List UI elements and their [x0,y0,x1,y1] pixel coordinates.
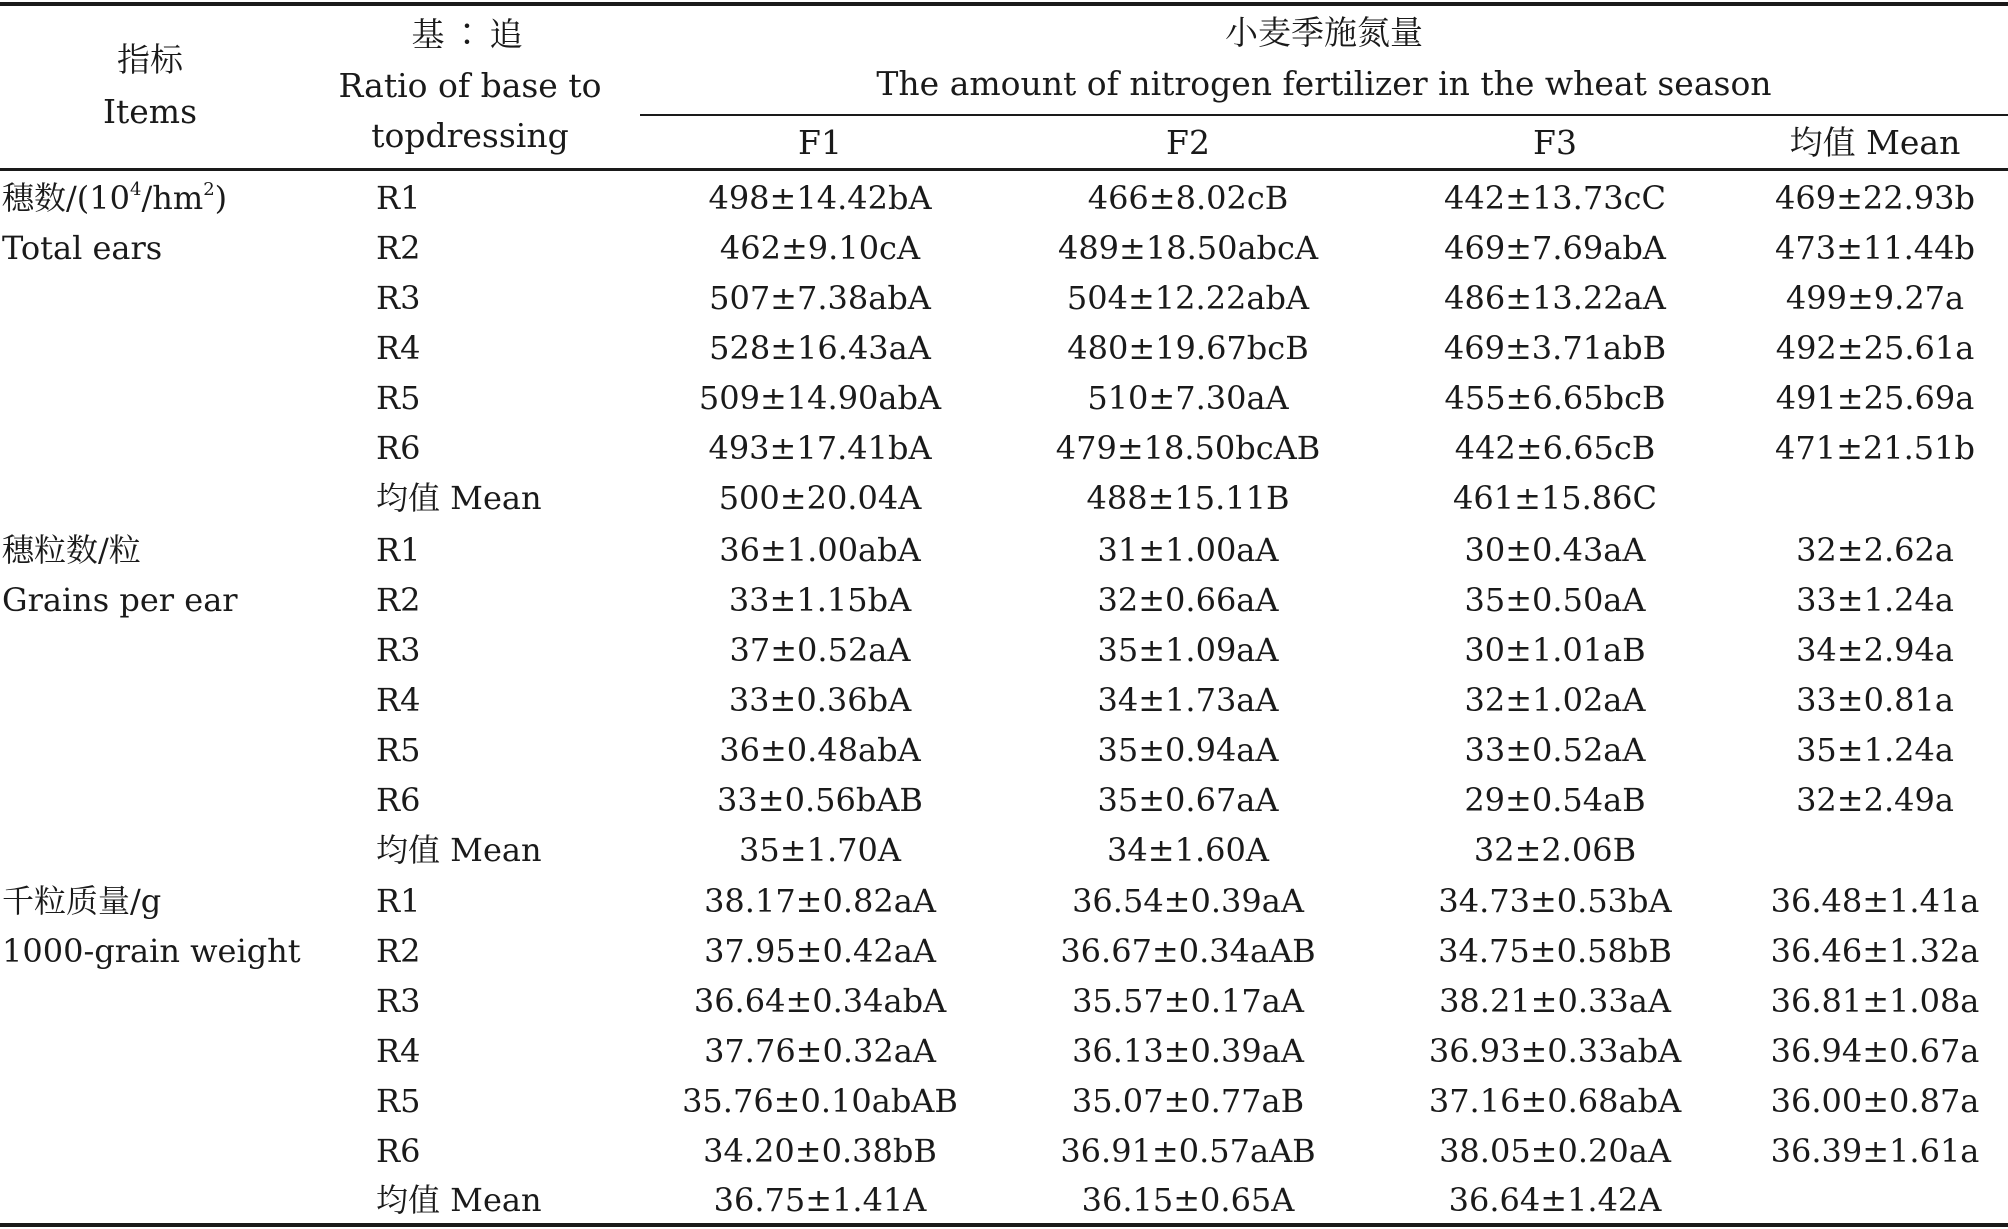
table-bottom-rule [0,1223,2008,1227]
cell-mean: 36.81±1.08a [1770,982,1980,1020]
cell-mean: 32±2.49a [1796,781,1954,819]
cell-f2: 34±1.60A [1107,831,1269,869]
header-ratio-cn: 基∶追 [411,15,529,54]
cell-f3: 461±15.86C [1453,479,1657,517]
cell-mean: 473±11.44b [1775,229,1975,267]
cell-f3: 486±13.22aA [1444,279,1666,317]
cell-ratio: R5 [376,731,421,769]
cell-f1: 37.95±0.42aA [704,932,936,970]
cell-f1: 507±7.38abA [709,279,931,317]
cell-f2: 489±18.50abcA [1057,229,1319,267]
cell-f1: 36±1.00abA [719,531,921,569]
cell-ratio: R2 [376,932,421,970]
cell-f2: 34±1.73aA [1097,681,1279,719]
cell-ratio: R1 [376,179,421,217]
cell-f1: 34.20±0.38bB [703,1132,937,1170]
cell-mean: 491±25.69a [1775,379,1975,417]
cell-f1: 33±1.15bA [728,581,912,619]
cell-mean: 469±22.93b [1775,179,1975,217]
cell-f3: 37.16±0.68abA [1428,1082,1682,1120]
cell-f2: 36.13±0.39aA [1072,1032,1304,1070]
header-amount-en: The amount of nitrogen fertilizer in the wheat season [876,64,1772,103]
cell-ratio: R3 [376,982,421,1020]
cell-f2: 504±12.22abA [1066,279,1310,317]
header-ratio-en-1: Ratio of base to [338,66,602,105]
cell-f1: 37.76±0.32aA [704,1032,936,1070]
cell-f2: 35.07±0.77aB [1071,1082,1305,1120]
cell-f2: 31±1.00aA [1097,531,1279,569]
cell-f2: 35±0.94aA [1097,731,1279,769]
cell-f3: 469±7.69abA [1444,229,1666,267]
cell-mean: 35±1.24a [1796,731,1954,769]
cell-f2: 480±19.67bcB [1067,329,1309,367]
cell-ratio: R1 [376,531,421,569]
cell-mean: 36.39±1.61a [1770,1132,1980,1170]
header-col-f2: F2 [1166,123,1210,162]
header-items-en: Items [102,92,198,131]
header-col-mean: 均值 Mean [1789,123,1961,162]
table-header-subrule [640,114,2008,116]
cell-f1: 498±14.42bA [708,179,932,217]
cell-ratio: 均值 Mean [376,1181,542,1219]
cell-f3: 33±0.52aA [1464,731,1646,769]
cell-ratio: R5 [376,1082,421,1120]
cell-f1: 38.17±0.82aA [704,882,936,920]
cell-f2: 36.15±0.65A [1081,1181,1295,1219]
cell-mean: 36.46±1.32a [1770,932,1980,970]
table-top-rule [0,2,2008,6]
cell-f1: 33±0.36bA [728,681,912,719]
cell-f1: 493±17.41bA [708,429,932,467]
cell-f2: 510±7.30aA [1087,379,1289,417]
cell-f3: 34.73±0.53bA [1438,882,1672,920]
cell-f1: 500±20.04A [718,479,922,517]
cell-f1: 35.76±0.10abAB [682,1082,958,1120]
cell-ratio: R6 [376,1132,421,1170]
cell-f3: 34.75±0.58bB [1438,932,1672,970]
group-label-en: Total ears [2,229,163,267]
cell-f3: 442±13.73cC [1444,179,1666,217]
cell-mean: 499±9.27a [1785,279,1965,317]
cell-ratio: R3 [376,631,421,669]
cell-mean: 32±2.62a [1796,531,1954,569]
cell-f3: 30±1.01aB [1464,631,1646,669]
cell-ratio: R4 [376,1032,421,1070]
cell-ratio: R2 [376,229,421,267]
cell-f3: 32±1.02aA [1464,681,1646,719]
cell-f3: 38.05±0.20aA [1439,1132,1671,1170]
cell-f2: 36.54±0.39aA [1072,882,1304,920]
header-col-f3: F3 [1533,123,1577,162]
cell-mean: 492±25.61a [1775,329,1975,367]
group-label-cn: 穗粒数/粒 [2,531,141,569]
cell-f2: 466±8.02cB [1087,179,1289,217]
group-label-cn: 千粒质量/g [2,882,162,920]
cell-f1: 37±0.52aA [729,631,911,669]
cell-f1: 528±16.43aA [709,329,931,367]
cell-f3: 442±6.65cB [1454,429,1656,467]
cell-f3: 29±0.54aB [1464,781,1646,819]
group-label-en: Grains per ear [2,581,238,619]
cell-f3: 30±0.43aA [1464,531,1646,569]
cell-ratio: 均值 Mean [376,479,542,517]
cell-ratio: R4 [376,681,421,719]
cell-f1: 462±9.10cA [719,229,921,267]
cell-f2: 488±15.11B [1086,479,1290,517]
cell-f2: 35.57±0.17aA [1072,982,1304,1020]
cell-f1: 36.75±1.41A [713,1181,927,1219]
cell-mean: 36.94±0.67a [1770,1032,1980,1070]
cell-f3: 455±6.65bcB [1444,379,1666,417]
header-ratio-en-2: topdressing [371,116,569,155]
cell-f2: 479±18.50bcAB [1055,429,1321,467]
cell-ratio: R6 [376,781,421,819]
cell-f3: 32±2.06B [1473,831,1637,869]
cell-f2: 36.91±0.57aAB [1060,1132,1316,1170]
cell-ratio: R4 [376,329,421,367]
cell-f1: 33±0.56bAB [717,781,923,819]
cell-f2: 32±0.66aA [1097,581,1279,619]
cell-mean: 34±2.94a [1796,631,1954,669]
header-amount-cn: 小麦季施氮量 [1225,13,1423,52]
cell-ratio: R3 [376,279,421,317]
cell-f2: 35±0.67aA [1097,781,1279,819]
cell-mean: 33±0.81a [1796,681,1954,719]
cell-f3: 38.21±0.33aA [1439,982,1671,1020]
cell-f2: 35±1.09aA [1097,631,1279,669]
group-label-en: 1000-grain weight [2,932,301,970]
cell-f2: 36.67±0.34aAB [1060,932,1316,970]
cell-ratio: R1 [376,882,421,920]
cell-f1: 509±14.90abA [698,379,942,417]
cell-ratio: R2 [376,581,421,619]
cell-ratio: R6 [376,429,421,467]
cell-mean: 36.48±1.41a [1770,882,1980,920]
cell-f3: 35±0.50aA [1464,581,1646,619]
cell-ratio: R5 [376,379,421,417]
cell-f1: 36.64±0.34abA [693,982,947,1020]
table-header-rule [0,168,2008,171]
cell-mean: 33±1.24a [1796,581,1954,619]
cell-f3: 36.64±1.42A [1448,1181,1662,1219]
cell-mean: 36.00±0.87a [1770,1082,1980,1120]
cell-f3: 469±3.71abB [1443,329,1667,367]
header-items-cn: 指标 [117,40,183,79]
cell-ratio: 均值 Mean [376,831,542,869]
cell-f1: 36±0.48abA [719,731,921,769]
cell-f1: 35±1.70A [739,831,901,869]
cell-f3: 36.93±0.33abA [1428,1032,1682,1070]
header-col-f1: F1 [798,123,842,162]
group-label-cn: 穗数$/(10^4/hm^2)$ [2,179,228,217]
cell-mean: 471±21.51b [1775,429,1975,467]
